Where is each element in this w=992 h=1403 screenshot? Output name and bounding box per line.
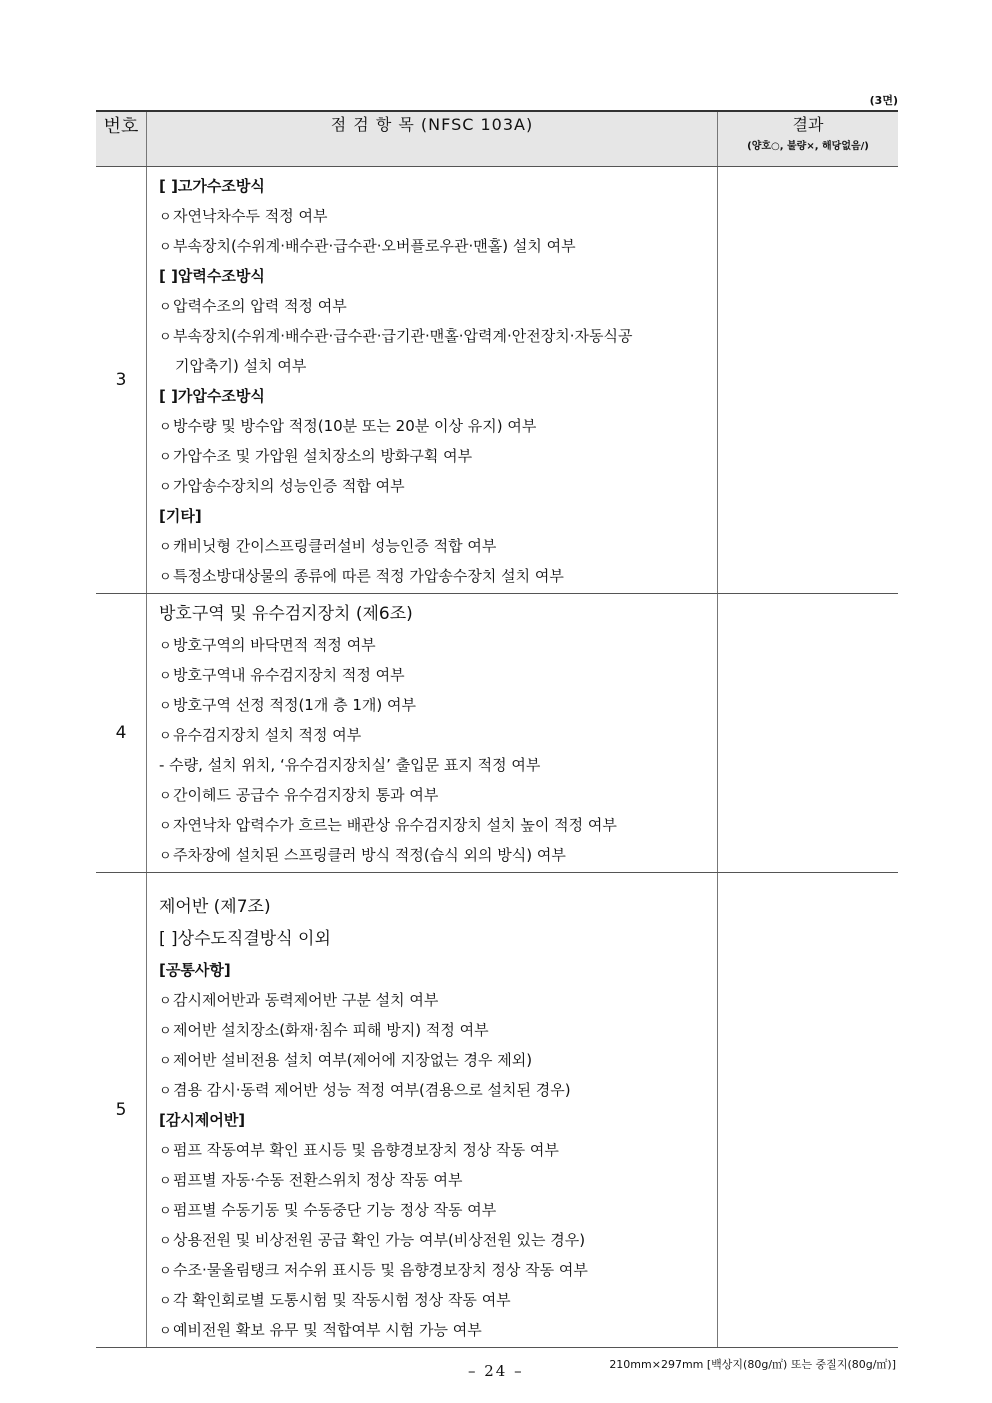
header-result-legend: (양호○, 불량×, 해당없음/): [747, 141, 869, 152]
header-result-label: 결과: [792, 115, 824, 134]
check-item: [159, 1315, 717, 1345]
group-title: [기타]: [159, 507, 202, 525]
check-item: [159, 561, 717, 591]
check-item: [159, 411, 717, 441]
bullet-icon: ㅇ: [159, 210, 172, 225]
check-item: [159, 1165, 717, 1195]
row-number: 3: [96, 167, 147, 594]
check-item: [159, 690, 717, 720]
bullet-icon: ㅇ: [159, 1294, 172, 1309]
check-item-text: 간이헤드 공급수 유수검지장치 통과 여부: [173, 786, 439, 804]
check-item-text: 부속장치(수위계·배수관·급수관·오버플로우관·맨홀) 설치 여부: [173, 237, 576, 255]
check-item-text: 자연낙차 압력수가 흐르는 배관상 유수검지장치 설치 높이 적정 여부: [173, 816, 617, 834]
check-item: [159, 720, 717, 750]
group-title: [공통사항]: [159, 961, 231, 979]
bullet-icon: ㅇ: [159, 420, 172, 435]
bullet-icon: ㅇ: [159, 1234, 172, 1249]
result-cell[interactable]: [718, 167, 899, 594]
section-heading: 방호구역 및 유수검지장치 (제6조): [159, 604, 413, 624]
bullet-icon: ㅇ: [159, 450, 172, 465]
check-item-continuation: 기압축기) 설치 여부: [175, 357, 307, 375]
row-number: 4: [96, 594, 147, 873]
check-item: [159, 1225, 717, 1255]
row-items: [147, 873, 718, 1348]
bullet-icon: ㅇ: [159, 240, 172, 255]
table-row: [96, 873, 898, 1348]
check-item-text: 가압수조 및 가압원 설치장소의 방화구획 여부: [173, 447, 473, 465]
check-item-text: 특정소방대상물의 종류에 따른 적정 가압송수장치 설치 여부: [173, 567, 564, 585]
bullet-icon: ㅇ: [159, 789, 172, 804]
check-item-text: 자연낙차수두 적정 여부: [173, 207, 328, 225]
check-item-text: 상용전원 및 비상전원 공급 확인 가능 여부(비상전원 있는 경우): [173, 1231, 586, 1249]
check-item-text: 방수량 및 방수압 적정(10분 또는 20분 이상 유지) 여부: [173, 417, 537, 435]
footer-paper-spec: 210mm×297mm [백상지(80g/㎡) 또는 중질지(80g/㎡)]: [609, 1358, 896, 1371]
bullet-icon: ㅇ: [159, 994, 172, 1009]
inspection-table: [96, 110, 898, 1348]
check-item: [159, 660, 717, 690]
result-cell[interactable]: [718, 594, 899, 873]
row-items: [147, 594, 718, 873]
bullet-icon: ㅇ: [159, 1204, 172, 1219]
page-label: (3면): [869, 94, 898, 107]
section-heading: 제어반 (제7조): [159, 897, 271, 917]
check-item-text: 부속장치(수위계·배수관·급수관·급기관·맨홀·압력계·안전장치·자동식공: [173, 327, 633, 345]
check-item: [159, 780, 717, 810]
check-item-text: 펌프 작동여부 확인 표시등 및 음향경보장치 정상 작동 여부: [173, 1141, 559, 1159]
check-item: [159, 1045, 717, 1075]
header-inspection-item: 점 검 항 목 (NFSC 103A): [147, 111, 718, 167]
check-item-text: 제어반 설치장소(화재·침수 피해 방지) 적정 여부: [173, 1021, 489, 1039]
row-items: [147, 167, 718, 594]
check-item: [159, 1015, 717, 1045]
check-item: [159, 291, 717, 321]
check-item: [159, 231, 717, 261]
spacer: [159, 877, 717, 891]
check-item: [159, 531, 717, 561]
check-item-text: 방호구역 선정 적정(1개 층 1개) 여부: [173, 696, 417, 714]
bullet-icon: ㅇ: [159, 1144, 172, 1159]
bullet-icon: ㅇ: [159, 1024, 172, 1039]
bullet-icon: ㅇ: [159, 300, 172, 315]
check-item-text: 압력수조의 압력 적정 여부: [173, 297, 347, 315]
check-item: [159, 840, 717, 870]
check-item-text: 방호구역의 바닥면적 적정 여부: [173, 636, 376, 654]
bullet-icon: ㅇ: [159, 330, 172, 345]
bullet-icon: ㅇ: [159, 669, 172, 684]
table-row: [96, 594, 898, 873]
group-title: [감시제어반]: [159, 1111, 246, 1129]
check-item: [159, 1285, 717, 1315]
bullet-icon: ㅇ: [159, 1084, 172, 1099]
check-item: [159, 1195, 717, 1225]
check-item-text: 캐비닛형 간이스프링클러설비 성능인증 적합 여부: [173, 537, 497, 555]
check-item: [159, 1075, 717, 1105]
bullet-icon: ㅇ: [159, 729, 172, 744]
result-cell[interactable]: [718, 873, 899, 1348]
check-item-text: 가압송수장치의 성능인증 적합 여부: [173, 477, 405, 495]
check-item-text: 방호구역내 유수검지장치 적정 여부: [173, 666, 405, 684]
group-title: [ ]압력수조방식: [159, 267, 265, 285]
bullet-icon: ㅇ: [159, 639, 172, 654]
check-item-text: 예비전원 확보 유무 및 적합여부 시험 가능 여부: [173, 1321, 482, 1339]
check-item-text: 유수검지장치 설치 적정 여부: [173, 726, 362, 744]
check-item-text: 감시제어반과 동력제어반 구분 설치 여부: [173, 991, 439, 1009]
bullet-icon: ㅇ: [159, 819, 172, 834]
row-number: 5: [96, 873, 147, 1348]
bullet-icon: ㅇ: [159, 1324, 172, 1339]
check-item: [159, 471, 717, 501]
check-item-text: 주차장에 설치된 스프링클러 방식 적정(습식 외의 방식) 여부: [173, 846, 566, 864]
table-body: [96, 167, 898, 1348]
check-item-text: 수조·물올림탱크 저수위 표시등 및 음향경보장치 정상 작동 여부: [173, 1261, 588, 1279]
bullet-icon: ㅇ: [159, 570, 172, 585]
sub-item: - 수량, 설치 위치, ‘유수검지장치실’ 출입문 표지 적정 여부: [159, 756, 541, 774]
bullet-icon: ㅇ: [159, 480, 172, 495]
header-number: 번호: [96, 111, 147, 167]
header-result: [718, 111, 899, 167]
check-item: [159, 321, 717, 351]
bullet-icon: ㅇ: [159, 1174, 172, 1189]
check-item-text: 겸용 감시·동력 제어반 성능 적정 여부(겸용으로 설치된 경우): [173, 1081, 571, 1099]
check-item: [159, 810, 717, 840]
table-header-row: [96, 111, 898, 167]
bullet-icon: ㅇ: [159, 540, 172, 555]
check-item: [159, 985, 717, 1015]
check-item: [159, 1255, 717, 1285]
check-item: [159, 201, 717, 231]
check-item-text: 펌프별 자동·수동 전환스위치 정상 작동 여부: [173, 1171, 463, 1189]
check-item: [159, 1135, 717, 1165]
check-item-text: 각 확인회로별 도통시험 및 작동시험 정상 작동 여부: [173, 1291, 511, 1309]
footer-page-number: – 24 –: [468, 1362, 524, 1380]
bullet-icon: ㅇ: [159, 1264, 172, 1279]
table-row: [96, 167, 898, 594]
section-heading: [ ]상수도직결방식 이외: [159, 929, 331, 949]
group-title: [ ]고가수조방식: [159, 177, 265, 195]
group-title: [ ]가압수조방식: [159, 387, 265, 405]
check-item-text: 제어반 설비전용 설치 여부(제어에 지장없는 경우 제외): [173, 1051, 533, 1069]
check-item: [159, 441, 717, 471]
bullet-icon: ㅇ: [159, 849, 172, 864]
check-item-text: 펌프별 수동기동 및 수동중단 기능 정상 작동 여부: [173, 1201, 497, 1219]
bullet-icon: ㅇ: [159, 1054, 172, 1069]
bullet-icon: ㅇ: [159, 699, 172, 714]
check-item: [159, 630, 717, 660]
